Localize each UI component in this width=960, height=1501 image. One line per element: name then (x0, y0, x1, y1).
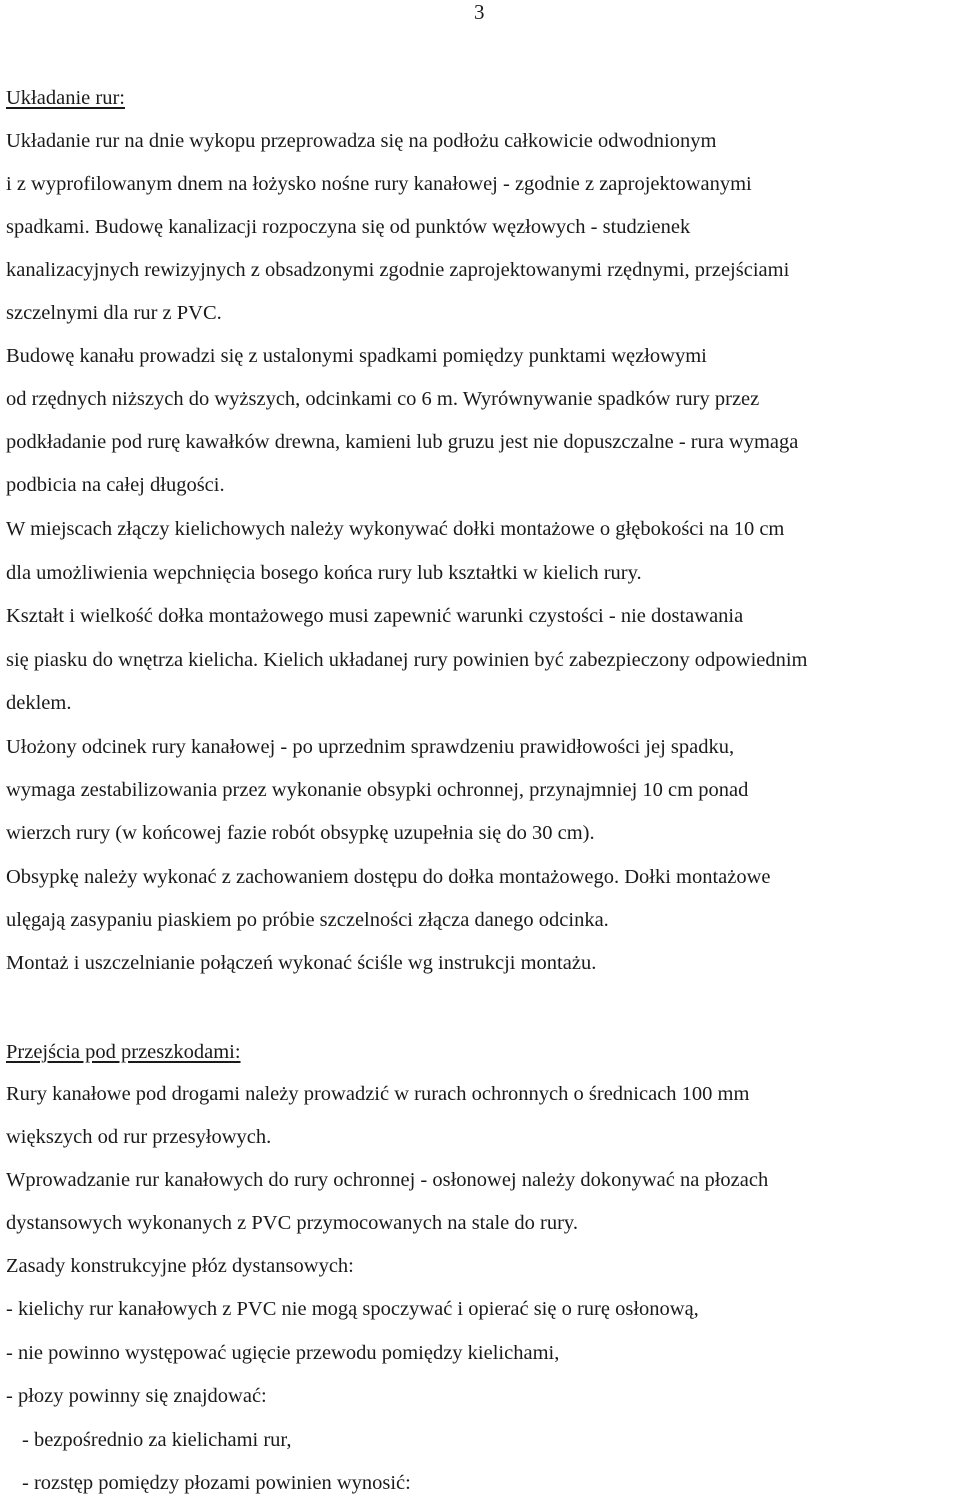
paragraph-line: większych od rur przesyłowych. (6, 1126, 272, 1148)
paragraph-line: dystansowych wykonanych z PVC przymocowanych na stale do rury. (6, 1212, 578, 1234)
sub-list-item: - bezpośrednio za kielichami rur, (22, 1429, 292, 1451)
section-heading-przejscia: Przejścia pod przeszkodami: (6, 1041, 241, 1063)
paragraph-line: Kształt i wielkość dołka montażowego musi zapewnić warunki czystości - nie dostawania (6, 605, 744, 627)
paragraph-line: Obsypkę należy wykonać z zachowaniem dostępu do dołka montażowego. Dołki montażowe (6, 866, 771, 888)
sub-list-item: - rozstęp pomiędzy płozami powinien wynosić: (22, 1472, 411, 1494)
page-number: 3 (474, 0, 485, 24)
paragraph-line: wymaga zestabilizowania przez wykonanie obsypki ochronnej, przynajmniej 10 cm ponad (6, 779, 749, 801)
paragraph-line: i z wyprofilowanym dnem na łożysko nośne rury kanałowej - zgodnie z zaprojektowanymi (6, 173, 752, 195)
paragraph-line: Budowę kanału prowadzi się z ustalonymi spadkami pomiędzy punktami węzłowymi (6, 345, 707, 367)
paragraph-line: się piasku do wnętrza kielicha. Kielich układanej rury powinien być zabezpieczony odpowiednim (6, 649, 808, 671)
section-heading-ukladanie-rur: Układanie rur: (6, 87, 125, 109)
paragraph-line: Ułożony odcinek rury kanałowej - po uprzednim sprawdzeniu prawidłowości jej spadku, (6, 736, 735, 758)
paragraph-line: Zasady konstrukcyjne płóz dystansowych: (6, 1255, 354, 1277)
list-item: - kielichy rur kanałowych z PVC nie mogą spoczywać i opierać się o rurę osłonową, (6, 1298, 699, 1320)
paragraph-line: kanalizacyjnych rewizyjnych z obsadzonymi zgodnie zaprojektowanymi rzędnymi, przejściami (6, 259, 790, 281)
paragraph-line: podkładanie pod rurę kawałków drewna, kamieni lub gruzu jest nie dopuszczalne - rura wymaga (6, 431, 799, 453)
paragraph-line: Wprowadzanie rur kanałowych do rury ochronnej - osłonowej należy dokonywać na płozach (6, 1169, 769, 1191)
list-item: - płozy powinny się znajdować: (6, 1385, 267, 1407)
paragraph-line: W miejscach złączy kielichowych należy wykonywać dołki montażowe o głębokości na 10 cm (6, 518, 785, 540)
paragraph-line: ulęgają zasypaniu piaskiem po próbie szczelności złącza danego odcinka. (6, 909, 609, 931)
paragraph-line: od rzędnych niższych do wyższych, odcinkami co 6 m. Wyrównywanie spadków rury przez (6, 388, 760, 410)
paragraph-line: podbicia na całej długości. (6, 474, 225, 496)
paragraph-line: deklem. (6, 692, 72, 714)
paragraph-line: spadkami. Budowę kanalizacji rozpoczyna się od punktów węzłowych - studzienek (6, 216, 691, 238)
paragraph-line: szczelnymi dla rur z PVC. (6, 302, 222, 324)
paragraph-line: Montaż i uszczelnianie połączeń wykonać ściśle wg instrukcji montażu. (6, 952, 597, 974)
paragraph-line: Układanie rur na dnie wykopu przeprowadza się na podłożu całkowicie odwodnionym (6, 130, 717, 152)
paragraph-line: Rury kanałowe pod drogami należy prowadzić w rurach ochronnych o średnicach 100 mm (6, 1083, 750, 1105)
list-item: - nie powinno występować ugięcie przewodu pomiędzy kielichami, (6, 1342, 560, 1364)
paragraph-line: dla umożliwienia wepchnięcia bosego końca rury lub kształtki w kielich rury. (6, 562, 642, 584)
paragraph-line: wierzch rury (w końcowej fazie robót obsypkę uzupełnia się do 30 cm). (6, 822, 595, 844)
